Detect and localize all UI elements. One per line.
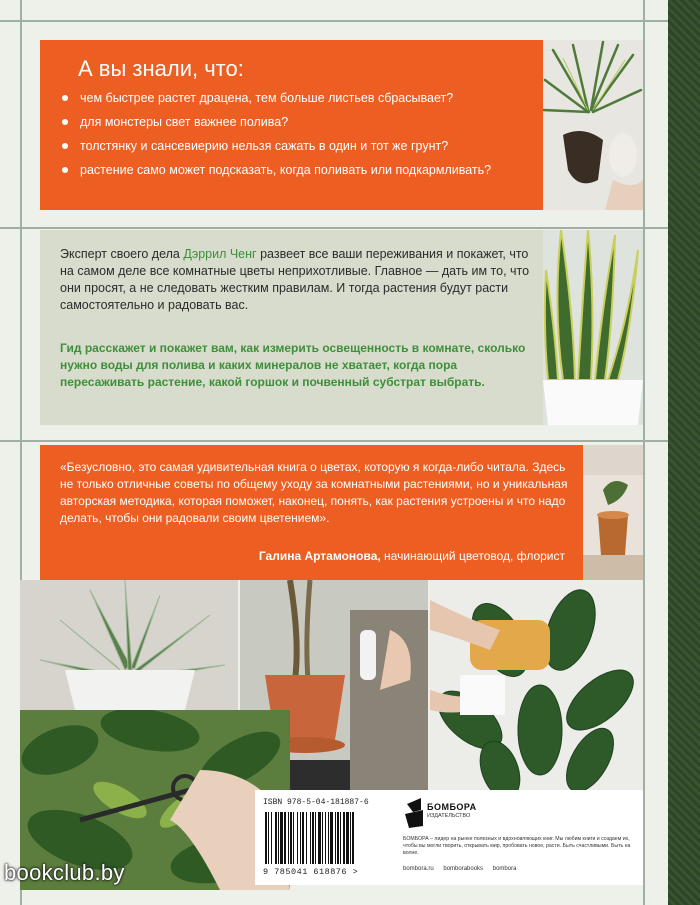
publisher-description: БОМБОРА – лидер на рынке полезных и вдохновляющих книг. Мы любим книги и создаем их, чтобы вы могли творить, открывать мир, пробовать новое, расти. Быть счастливыми. Быть на волне. [403,836,631,856]
reviewer-name: Галина Артамонова, [258,549,381,563]
watermark: bookclub.by [4,860,125,885]
fact-item [60,90,540,106]
fact-text: чем быстрее растет драцена, тем больше листьев сбрасывает? [80,91,454,105]
frame-line [0,20,668,22]
bullet-icon [62,167,68,173]
facts-title: А вы знали, что: [78,56,244,81]
spathiphyllum-photo [430,580,643,795]
cover-spine-texture [668,0,700,905]
bullet-icon [62,119,68,125]
social-links [403,866,524,872]
social-link-vk[interactable]: bomborabooks [443,866,484,872]
review-signature [259,549,565,563]
fact-item [60,138,540,154]
copper-pot-photo [583,445,643,580]
publisher-subtitle: ИЗДАТЕЛЬСТВО [427,813,471,819]
about-paragraph [60,246,530,314]
frame-line [643,0,645,905]
review-box [40,445,583,580]
isbn-text: ISBN 978-5-04-181887-6 [263,798,369,807]
bullet-icon [62,95,68,101]
frame-line [0,227,668,229]
bullet-icon [62,143,68,149]
social-link-site[interactable]: bombora.ru [403,866,434,872]
facts-box [40,40,543,210]
reviewer-role: начинающий цветовод, флорист [380,549,565,563]
facts-list [60,90,540,186]
about-text: Эксперт своего дела [60,247,184,261]
sansevieria-photo [543,230,643,425]
fact-item [60,114,540,130]
barcode-icon [263,812,393,864]
fact-text: для монстеры свет важнее полива? [80,115,289,129]
publisher-name: БОМБОРА [427,802,477,812]
fact-text: толстянку и сансевиерию нельзя сажать в один и тот же грунт? [80,139,449,153]
barcode-number: 9 785041 618876 > [263,867,359,877]
dracena-photo [543,40,643,210]
fact-item [60,162,540,178]
review-quote: «Безусловно, это самая удивительная книга о цветах, которую я когда-либо читала. Здесь не только отличные советы по общему уходу за комнатными растениями, но и уникальная авторская методика, которая поможет, наконец, понять, как растения устроены и что надо делать, чтобы они радовали своим цветением». [60,460,568,525]
aloe-photo [20,580,238,710]
author-name: Дэррил Ченг [183,247,257,261]
frame-line [0,440,668,442]
about-text: развеет все ваши переживания и покажет, что на самом деле все комнатные цветы неприхотливые. Главное — дать им то, что они просят, а не следовать жестким правилам. И тогда растения будут расти самостоятельно и радовать вас. [60,247,530,312]
guide-paragraph: Гид расскажет и покажет вам, как измерить освещенность в комнате, сколько нужно воды для полива и каких минералов не хватает, когда пора пересаживать растение, какой горшок и почвенный субстрат выбрать. [60,341,526,389]
fact-text: растение само может подсказать, когда поливать или подкармливать? [80,163,492,177]
social-link-tg[interactable]: bombora [492,866,517,872]
about-box [40,230,543,425]
publisher-info-panel [255,790,643,885]
